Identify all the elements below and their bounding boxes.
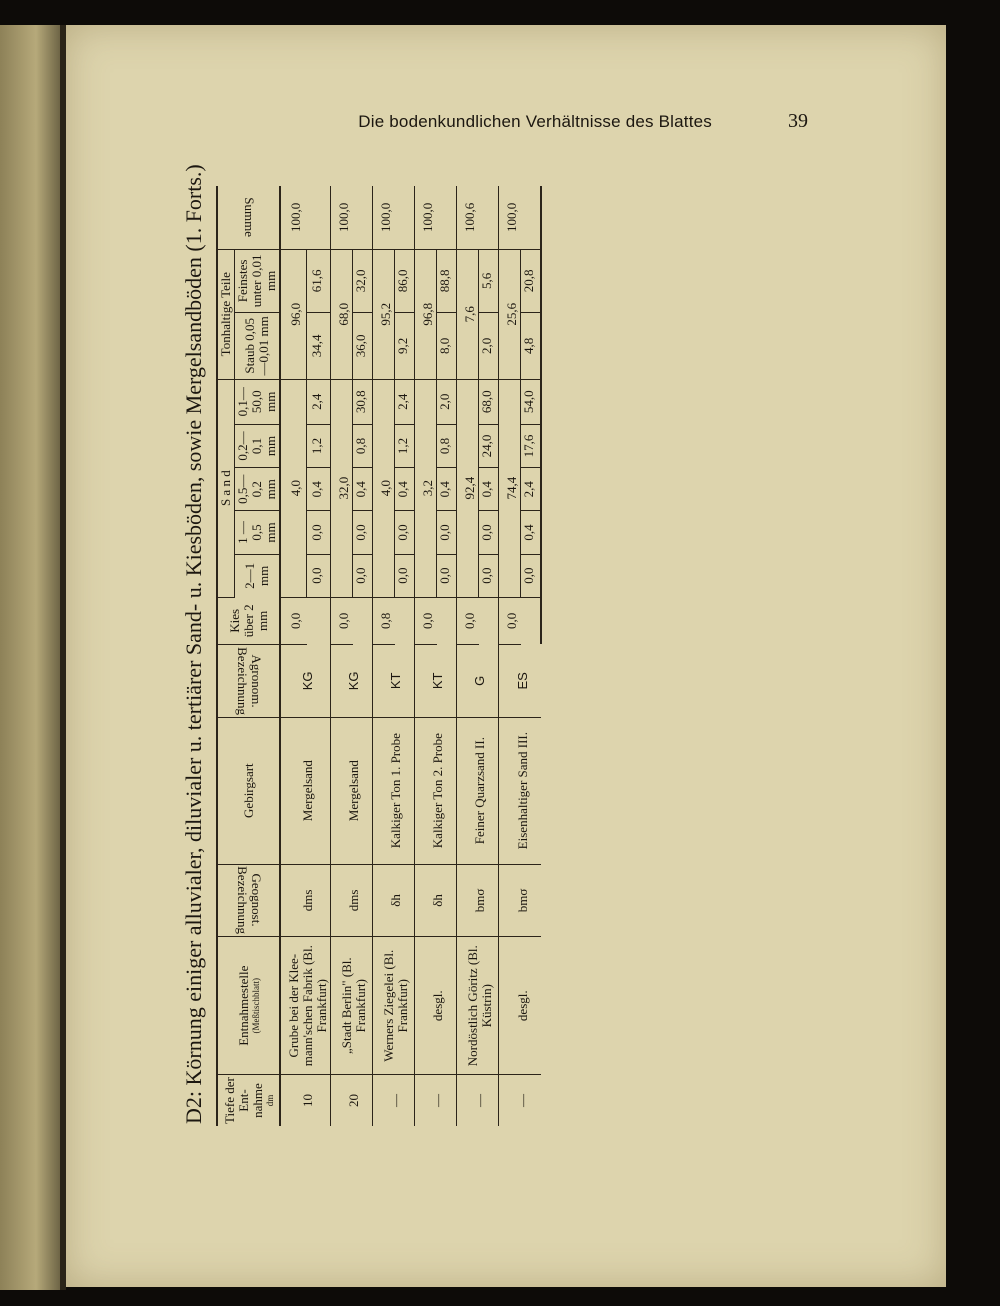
cell-sand-fraction: 24,0: [479, 424, 499, 467]
cell-sand-fraction: 0,8: [437, 424, 457, 467]
cell-sand-fraction: 0,4: [437, 468, 457, 511]
cell-ton-fraction: 36,0: [353, 313, 373, 380]
cell-kies: 0,0: [457, 597, 479, 644]
cell-sand-total: 3,2: [415, 379, 437, 597]
cell-tiefe: —: [457, 1075, 499, 1126]
cell-sand-fraction: 0,0: [521, 554, 542, 597]
cell-sand-fraction: 17,6: [521, 424, 542, 467]
cell-kies: 0,0: [499, 597, 521, 644]
cell-kies: 0,0: [415, 597, 437, 644]
cell-sand-fraction: 0,0: [307, 511, 331, 554]
cell-agronom: KG: [331, 644, 373, 717]
cell-kies-blank: [521, 597, 542, 644]
cell-summe-blank: [353, 186, 373, 249]
cell-sand-fraction: 0,4: [395, 468, 415, 511]
header-agronom-label: Agronom. Bezeichnung: [234, 646, 264, 715]
rotated-table-area: [180, 156, 780, 1126]
cell-ton-fraction: 86,0: [395, 249, 415, 312]
cell-sand-fraction: 0,0: [479, 511, 499, 554]
cell-tiefe: 10: [300, 1094, 315, 1108]
cell-geognost: dms: [280, 864, 331, 937]
cell-geognost: dms: [331, 864, 373, 937]
cell-kies-blank: [353, 597, 373, 644]
cell-sand-fraction: 0,0: [307, 554, 331, 597]
cell-entnahmestelle: Nordöstlich Göritz (Bl. Küstrin): [457, 937, 499, 1075]
table-row: [373, 186, 395, 1126]
table-caption: D2: Körnung einiger alluvialer, diluvialer u. tertiärer Sand- u. Kiesböden, sowie Mergelsandböden (1. Forts.): [181, 164, 206, 1124]
table-row: [499, 186, 521, 1126]
cell-sand-fraction: 1,2: [395, 424, 415, 467]
cell-ton-total: 68,0: [331, 249, 353, 379]
table-row: [331, 186, 353, 1126]
cell-kies: 0,0: [280, 597, 307, 644]
cell-kies-blank: [479, 597, 499, 644]
cell-summe: 100,0: [280, 186, 307, 249]
cell-kies-blank: [437, 597, 457, 644]
cell-ton-total: 95,2: [373, 249, 395, 379]
cell-sand-fraction: 0,0: [395, 554, 415, 597]
cell-ton-fraction: 32,0: [353, 249, 373, 312]
cell-sand-fraction: 0,8: [353, 424, 373, 467]
cell-ton-fraction: 88,8: [437, 249, 457, 312]
cell-sand-fraction: 0,0: [479, 554, 499, 597]
cell-sand-total: 92,4: [457, 379, 479, 597]
cell-sand-fraction: 54,0: [521, 379, 542, 424]
cell-ton-fraction: 2,0: [479, 313, 499, 380]
cell-tiefe: —: [415, 1075, 457, 1126]
cell-kies-blank: [307, 597, 331, 644]
table-row: [457, 186, 479, 1126]
header-sand-col: 0,1— 50,0 mm: [235, 379, 281, 424]
header-summe-label: Summe: [241, 197, 257, 238]
table-row: [280, 186, 307, 1126]
cell-ton-fraction: 34,4: [307, 313, 331, 380]
cell-sand-fraction: 0,0: [395, 511, 415, 554]
cell-ton-fraction: 5,6: [479, 249, 499, 312]
cell-sand-fraction: 68,0: [479, 379, 499, 424]
cell-ton-fraction: 20,8: [521, 249, 542, 312]
cell-agronom: KT: [373, 644, 415, 717]
cell-ton-fraction: 9,2: [395, 313, 415, 380]
cell-sand-fraction: 0,4: [479, 468, 499, 511]
cell-sand-fraction: 2,4: [395, 379, 415, 424]
cell-gebirgsart: Feiner Quarzsand II.: [457, 717, 499, 864]
cell-entnahmestelle: desgl.: [415, 937, 457, 1075]
header-ton-col: Feinstes unter 0,01 mm: [235, 249, 281, 312]
header-sand-col: 0,2— 0,1 mm: [235, 424, 281, 467]
running-title: Die bodenkundlichen Verhältnisse des Blattes: [358, 112, 712, 131]
cell-sand-fraction: 30,8: [353, 379, 373, 424]
header-tiefe: [217, 1075, 280, 1126]
header-sand-col: 2—1 mm: [235, 554, 281, 597]
cell-sand-fraction: 2,0: [437, 379, 457, 424]
cell-summe-blank: [521, 186, 542, 249]
table-row: [415, 186, 437, 1126]
cell-sand-fraction: 0,0: [353, 554, 373, 597]
cell-agronom: ES: [499, 644, 542, 717]
header-gebirgsart: Gebirgsart: [217, 717, 280, 864]
cell-gebirgsart: Kalkiger Ton 2. Probe: [415, 717, 457, 864]
cell-ton-total: 96,0: [280, 249, 307, 379]
cell-sand-fraction: 2,4: [307, 379, 331, 424]
header-geognost: [217, 864, 280, 937]
cell-ton-total: 7,6: [457, 249, 479, 379]
cell-sand-fraction: 1,2: [307, 424, 331, 467]
cell-geognost: bmσ: [499, 864, 542, 937]
cell-ton-fraction: 61,6: [307, 249, 331, 312]
cell-entnahmestelle: Grube bei der Klee- mann'schen Fabrik (Bl. Frankfurt): [280, 937, 331, 1075]
cell-sand-total: 4,0: [280, 379, 307, 597]
header-tiefe-unit: dm: [264, 1094, 275, 1107]
cell-summe-blank: [395, 186, 415, 249]
cell-gebirgsart: Mergelsand: [331, 717, 373, 864]
cell-ton-total: 96,8: [415, 249, 437, 379]
header-tiefe-label: Tiefe der Ent- nahme: [221, 1077, 265, 1124]
cell-summe-blank: [437, 186, 457, 249]
cell-kies-blank: [395, 597, 415, 644]
table-body: [280, 186, 541, 1126]
cell-sand-fraction: 0,0: [437, 554, 457, 597]
header-agronom: [217, 644, 280, 717]
cell-ton-fraction: 8,0: [437, 313, 457, 380]
cell-entnahmestelle: desgl.: [499, 937, 542, 1075]
header-ton-col: Staub 0,05—0,01 mm: [235, 313, 281, 380]
table-header: [217, 186, 280, 1126]
cell-gebirgsart: Mergelsand: [280, 717, 331, 864]
cell-geognost: bmσ: [457, 864, 499, 937]
cell-sand-fraction: 2,4: [521, 468, 542, 511]
grain-size-table: [216, 186, 542, 1126]
cell-sand-total: 4,0: [373, 379, 395, 597]
cell-entnahmestelle: Werners Ziegelei (Bl. Frankfurt): [373, 937, 415, 1075]
header-sand-col: 1 —0,5 mm: [235, 511, 281, 554]
header-entnahmestelle: [217, 937, 280, 1075]
header-geognost-label: Geognost. Bezeichnung: [234, 866, 264, 935]
cell-summe: 100,6: [457, 186, 479, 249]
cell-summe: 100,0: [415, 186, 437, 249]
header-kies: Kies über 2 mm: [217, 597, 280, 644]
cell-geognost: δh: [373, 864, 415, 937]
cell-ton-total: 25,6: [499, 249, 521, 379]
header-tonhaltige: Tonhaltige Teile: [217, 249, 235, 379]
cell-sand-total: 32,0: [331, 379, 353, 597]
cell-sand-fraction: 0,4: [307, 468, 331, 511]
cell-tiefe: —: [373, 1075, 415, 1126]
cell-summe: 100,0: [331, 186, 353, 249]
cell-kies: 0,0: [331, 597, 353, 644]
cell-agronom: G: [457, 644, 499, 717]
cell-geognost: δh: [415, 864, 457, 937]
cell-kies: 0,8: [373, 597, 395, 644]
page-number: 39: [788, 110, 808, 132]
cell-tiefe: —: [499, 1075, 542, 1126]
landscape-content: [180, 156, 780, 1126]
cell-agronom: KT: [415, 644, 457, 717]
cell-agronom: KG: [280, 644, 331, 717]
cell-sand-fraction: 0,4: [353, 468, 373, 511]
cell-summe-blank: [307, 186, 331, 249]
page-header: [66, 112, 946, 140]
cell-ton-fraction: 4,8: [521, 313, 542, 380]
header-sand-col: 0,5— 0,2 mm: [235, 468, 281, 511]
header-sand: S a n d: [217, 379, 235, 597]
cell-sand-fraction: 0,0: [353, 511, 373, 554]
cell-tiefe: 20: [331, 1075, 373, 1126]
facing-page-edge: [0, 25, 60, 1290]
cell-sand-fraction: 0,4: [521, 511, 542, 554]
cell-gebirgsart: Eisenhaltiger Sand III.: [499, 717, 542, 864]
header-entnahmestelle-sub: (Meßtischblatt): [250, 977, 261, 1034]
cell-sand-fraction: 0,0: [437, 511, 457, 554]
cell-sand-total: 74,4: [499, 379, 521, 597]
cell-gebirgsart: Kalkiger Ton 1. Probe: [373, 717, 415, 864]
header-summe: [217, 186, 280, 249]
cell-summe-blank: [479, 186, 499, 249]
header-entnahmestelle-label: Entnahmestelle: [235, 965, 251, 1046]
cell-summe: 100,0: [499, 186, 521, 249]
cell-entnahmestelle: „Stadt Berlin" (Bl. Frankfurt): [331, 937, 373, 1075]
cell-summe: 100,0: [373, 186, 395, 249]
